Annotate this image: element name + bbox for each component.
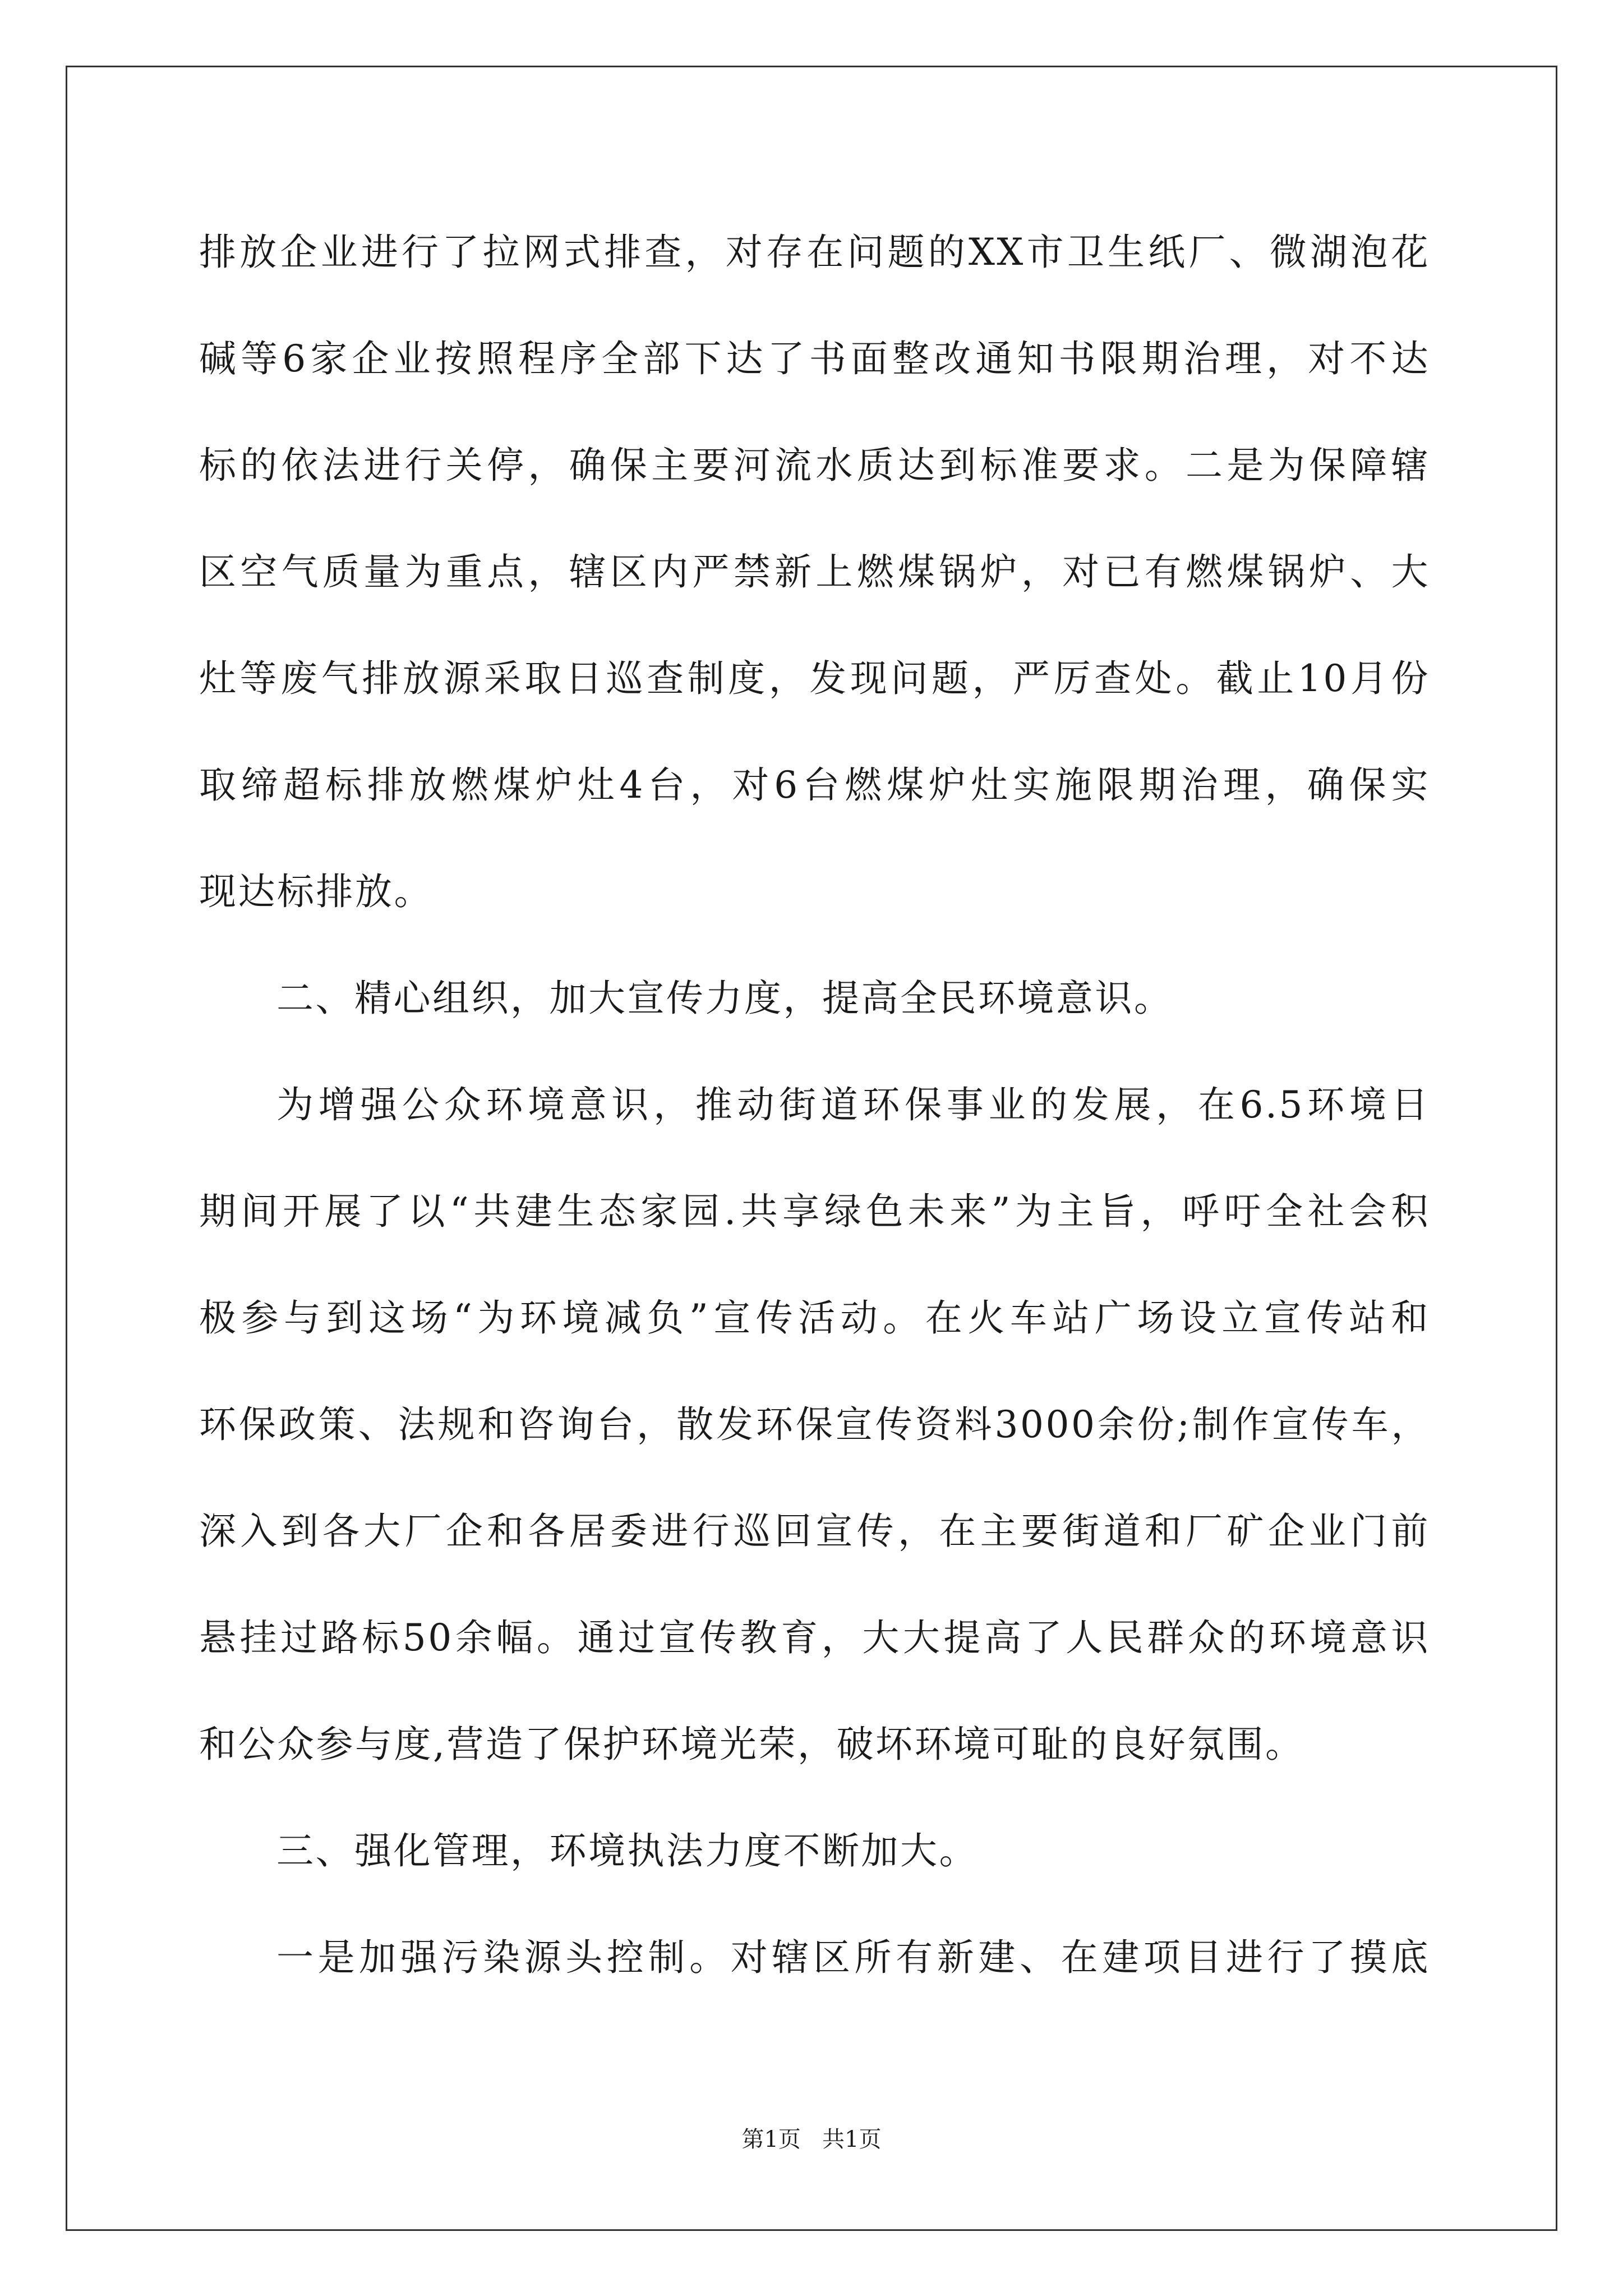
text-line: 二、精心组织，加大宣传力度，提高全民环境意识。 [276,977,1173,1020]
text-line: 极参与到这场“为环境减负”宣传活动。在火车站广场设立宣传站和 [199,1296,1430,1340]
text-line: 三、强化管理，环境执法力度不断加大。 [276,1829,978,1872]
text-line: 期间开展了以“共建生态家园.共享绿色未来”为主旨，呼吁全社会积 [199,1190,1430,1233]
text-line: 深入到各大厂企和各居委进行巡回宣传，在主要街道和厂矿企业门前 [199,1510,1430,1553]
text-line: 悬挂过路标50余幅。通过宣传教育，大大提高了人民群众的环境意识 [199,1616,1430,1659]
text-line: 排放企业进行了拉网式排查，对存在问题的XX市卫生纸厂、微湖泡花 [199,231,1430,274]
text-line: 和公众参与度,营造了保护环境光荣，破坏环境可耻的良好氛围。 [199,1723,1304,1766]
text-line: 灶等废气排放源采取日巡查制度，发现问题，严厉查处。截止10月份 [199,657,1430,700]
text-line: 为增强公众环境意识，推动街道环保事业的发展，在6.5环境日 [276,1083,1430,1126]
text-line: 区空气质量为重点，辖区内严禁新上燃煤锅炉，对已有燃煤锅炉、大 [199,550,1430,593]
text-line: 取缔超标排放燃煤炉灶4台，对6台燃煤炉灶实施限期治理，确保实 [199,763,1430,807]
text-line: 碱等6家企业按照程序全部下达了书面整改通知书限期治理，对不达 [199,337,1430,380]
text-line: 一是加强污染源头控制。对辖区所有新建、在建项目进行了摸底 [276,1936,1430,1979]
text-line: 现达标排放。 [199,870,433,913]
text-line: 环保政策、法规和咨询台，散发环保宣传资料3000余份;制作宣传车， [199,1403,1430,1446]
text-line: 标的依法进行关停，确保主要河流水质达到标准要求。二是为保障辖 [199,444,1430,487]
document-body [199,213,1430,2025]
page-footer: 第1页 共1页 [741,2127,882,2152]
